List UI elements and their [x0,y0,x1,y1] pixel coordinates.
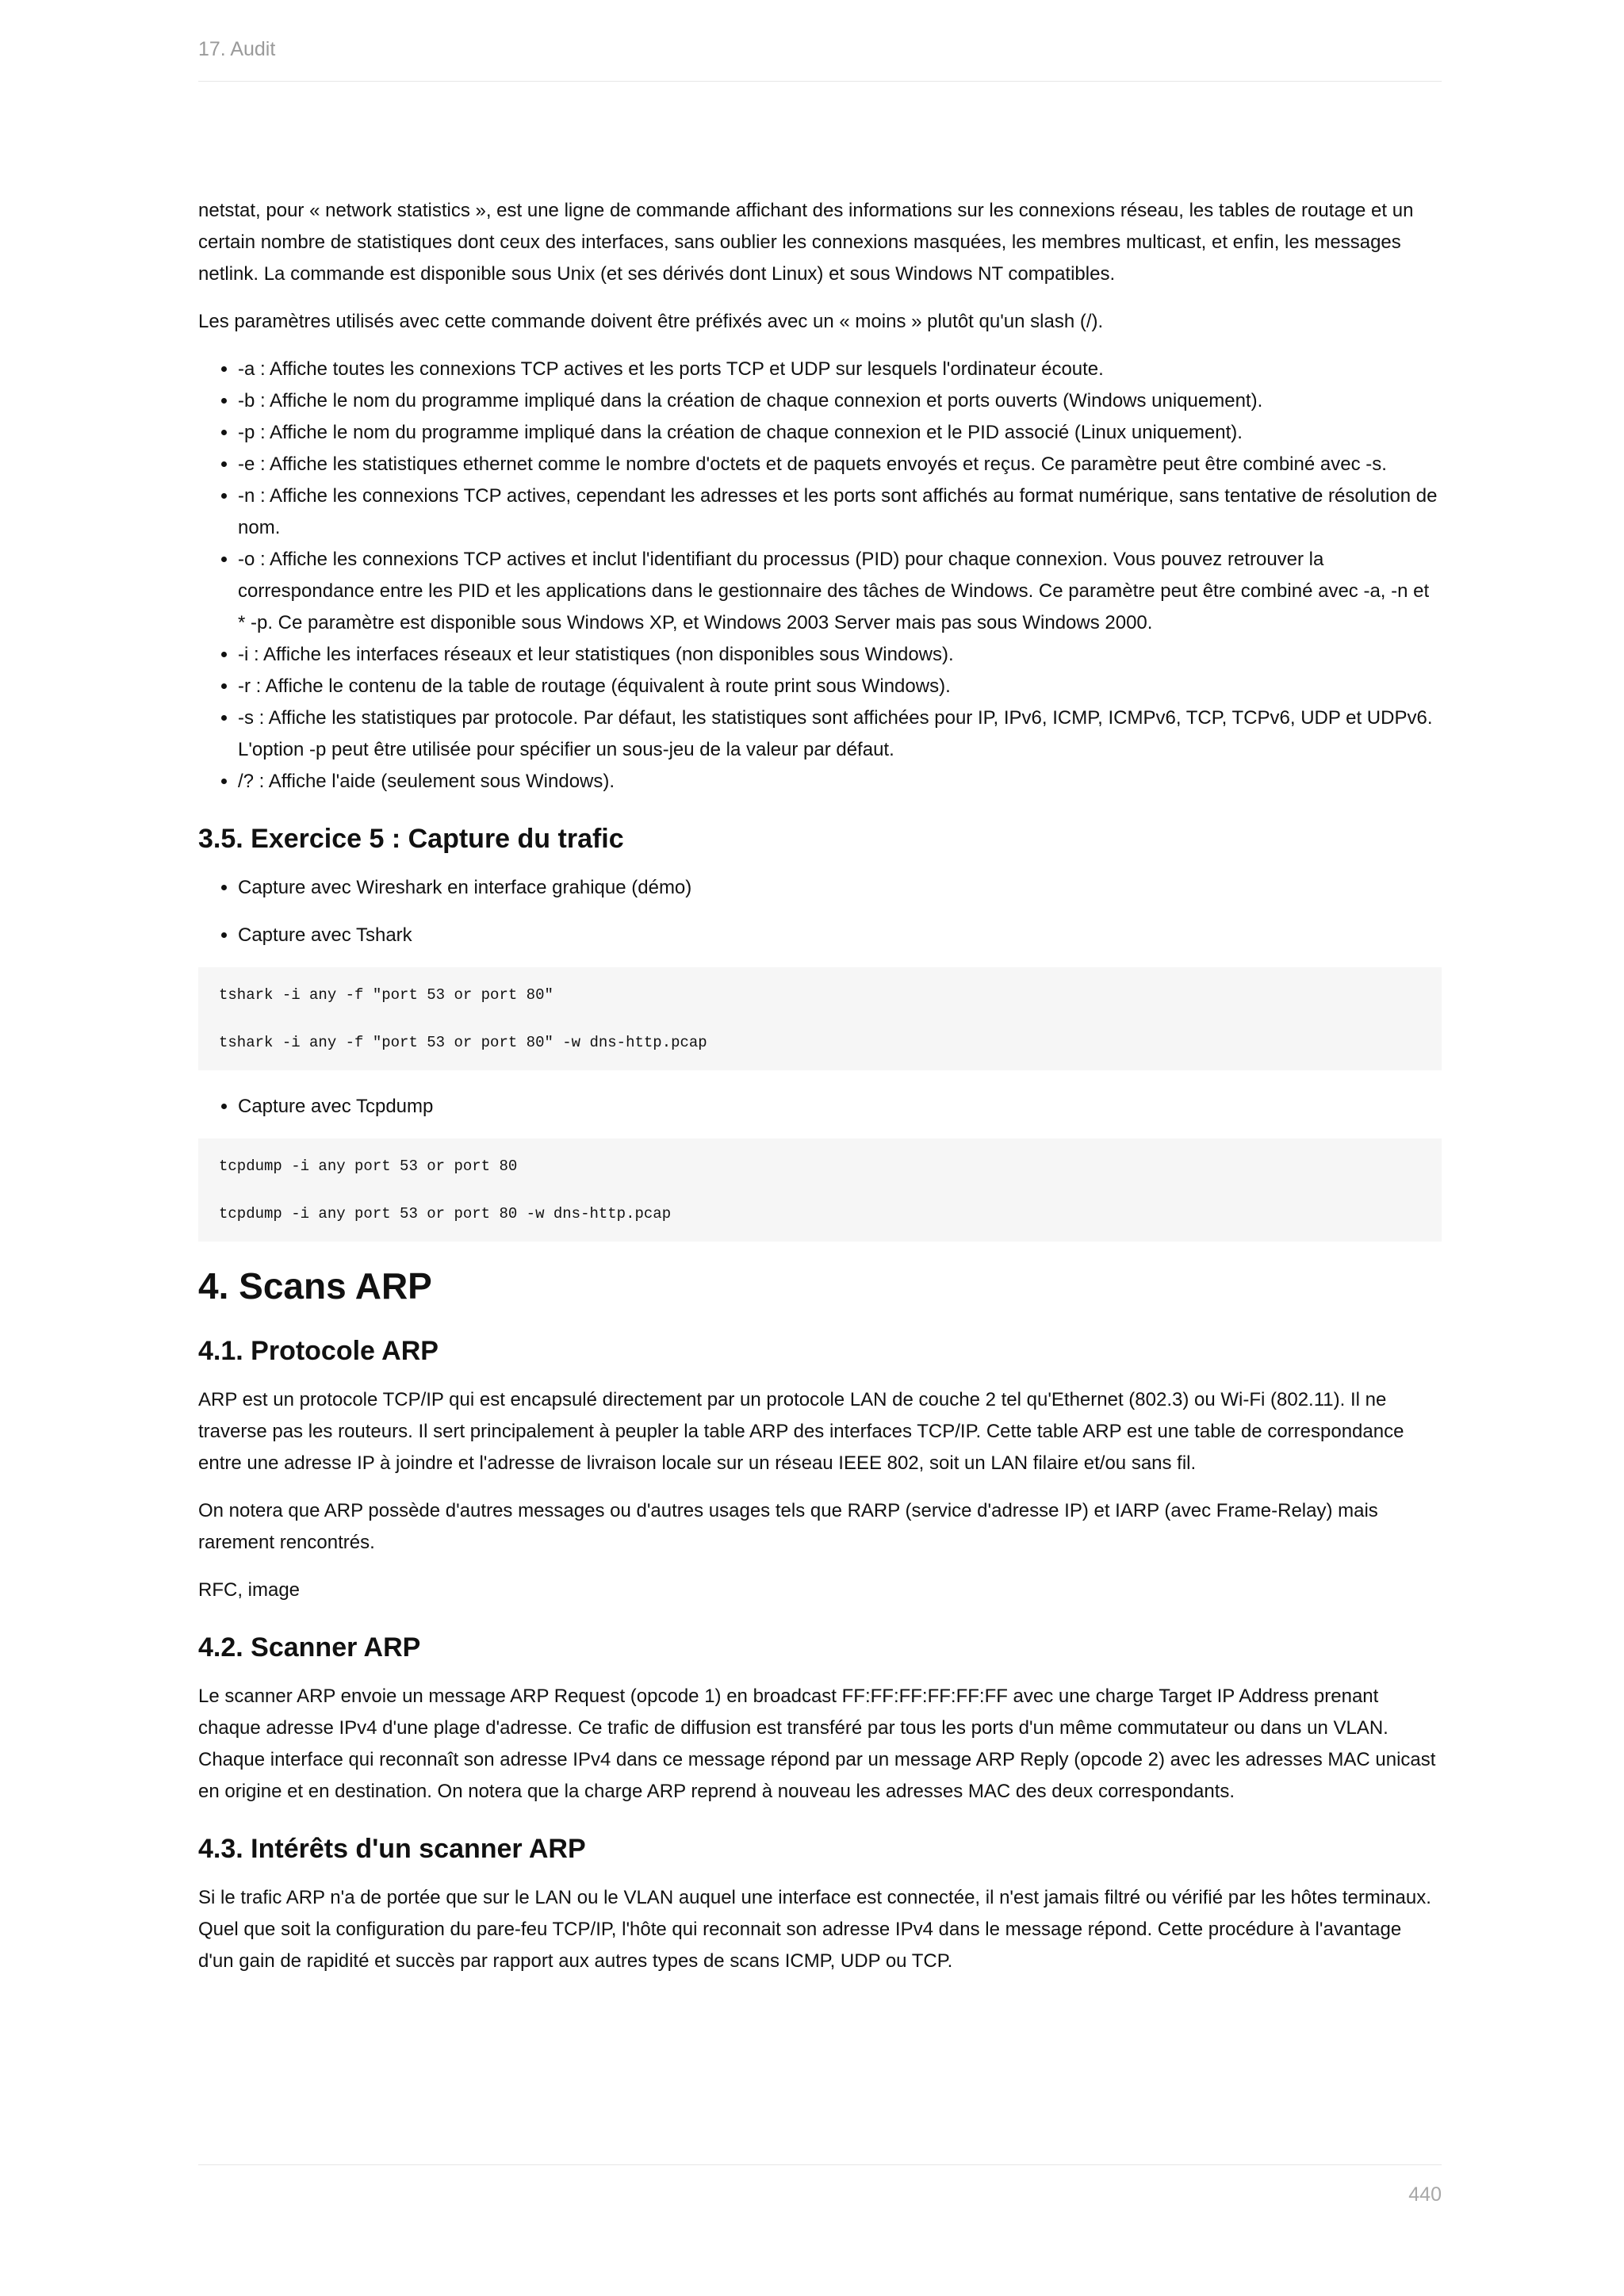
list-item: • -o : Affiche les connexions TCP actives et inclut l'identifiant du processus (PID) pour chaque connexion. Vous pouvez retrouver la correspondance entre les PID et les applications dans le gestionnaire des tâches de Windows. Ce paramètre peut être combiné avec -a, -n et * -p. Ce paramètre est disponible sous Windows XP, et Windows 2003 Server mais pas sous Windows 2000. [238,544,1442,639]
page-content [198,195,1442,1993]
code-line: tcpdump -i any port 53 or port 80 -w dns-http.pcap [219,1205,672,1223]
tshark-code-block [198,967,1442,1070]
netstat-intro-paragraph: netstat, pour « network statistics », est une ligne de commande affichant des informations sur les connexions réseau, les tables de routage et un certain nombre de statistiques dont ceux des interfaces, sans oublier les connexions masquées, les membres multicast, et enfin, les messages netlink. La commande est disponible sous Unix (et ses dérivés dont Linux) et sous Windows NT compatibles. [198,200,1414,285]
document-page [198,0,1442,2296]
list-item: • -b : Affiche le nom du programme impliqué dans la création de chaque connexion et ports ouverts (Windows uniquement). [238,385,1442,417]
code-line: tshark -i any -f "port 53 or port 80" -w dns-http.pcap [219,1034,707,1051]
section-heading-4-1: 4.1. Protocole ARP [198,1336,439,1366]
list-item: • Capture avec Wireshark en interface grahique (démo) [238,872,1442,904]
footer-divider [198,2164,1442,2165]
wireshark-list [198,872,1442,904]
code-line: tcpdump -i any port 53 or port 80 [219,1158,518,1175]
running-header: 17. Audit [198,38,276,60]
section-heading-4-3: 4.3. Intérêts d'un scanner ARP [198,1834,586,1864]
arp-scanner-paragraph: Le scanner ARP envoie un message ARP Request (opcode 1) en broadcast FF:FF:FF:FF:FF:FF avec une charge Target IP Address prenant chaque adresse IPv4 d'une plage d'adresse. Ce trafic de diffusion est transféré par tous les ports d'un même commutateur ou dans un VLAN. Chaque interface qui reconnaît son adresse IPv4 dans ce message répond par un message ARP Reply (opcode 2) avec les adresses MAC unicast en origine et en destination. On notera que la charge ARP reprend à nouveau les adresses MAC des deux correspondants. [198,1686,1436,1802]
page-number: 440 [1408,2183,1442,2206]
netstat-params-paragraph: Les paramètres utilisés avec cette commande doivent être préfixés avec un « moins » plutôt qu'un slash (/). [198,311,1104,332]
list-item: • -r : Affiche le contenu de la table de routage (équivalent à route print sous Windows). [238,671,1442,702]
list-item: • Capture avec Tcpdump [238,1091,1442,1123]
list-item: • -p : Affiche le nom du programme impliqué dans la création de chaque connexion et le PID associé (Linux uniquement). [238,417,1442,449]
section-heading-3-5: 3.5. Exercice 5 : Capture du trafic [198,824,624,854]
tcpdump-code-block [198,1138,1442,1242]
chapter-heading-4: 4. Scans ARP [198,1265,432,1307]
arp-other-uses-paragraph: On notera que ARP possède d'autres messages ou d'autres usages tels que RARP (service d'adresse IP) et IARP (avec Frame-Relay) mais rarement rencontrés. [198,1500,1378,1553]
list-item: • -s : Affiche les statistiques par protocole. Par défaut, les statistiques sont affichées pour IP, IPv6, ICMP, ICMPv6, TCP, TCPv6, UDP et UDPv6. L'option -p peut être utilisée pour spécifier un sous-jeu de la valeur par défaut. [238,702,1442,766]
code-line: tshark -i any -f "port 53 or port 80" [219,986,553,1004]
netstat-options-list [198,354,1442,798]
list-item: • -e : Affiche les statistiques ethernet comme le nombre d'octets et de paquets envoyés et reçus. Ce paramètre peut être combiné avec -s. [238,449,1442,480]
list-item: • -i : Affiche les interfaces réseaux et leur statistiques (non disponibles sous Windows). [238,639,1442,671]
arp-protocol-paragraph: ARP est un protocole TCP/IP qui est encapsulé directement par un protocole LAN de couche 2 tel qu'Ethernet (802.3) ou Wi-Fi (802.11). Il ne traverse pas les routeurs. Il sert principalement à peupler la table ARP des interfaces TCP/IP. Cette table ARP est une table de correspondance entre une adresse IP à joindre et l'adresse de livraison locale sur un réseau IEEE 802, soit un LAN filaire et/ou sans fil. [198,1389,1404,1474]
list-item: • Capture avec Tshark [238,920,1442,951]
header-divider [198,81,1442,82]
tcpdump-list [198,1091,1442,1123]
section-heading-4-2: 4.2. Scanner ARP [198,1632,421,1663]
tshark-list [198,920,1442,951]
rfc-image-paragraph: RFC, image [198,1579,301,1601]
list-item: • -a : Affiche toutes les connexions TCP actives et les ports TCP et UDP sur lesquels l'ordinateur écoute. [238,354,1442,385]
list-item: • /? : Affiche l'aide (seulement sous Windows). [238,766,1442,798]
arp-scanner-interest-paragraph: Si le trafic ARP n'a de portée que sur le LAN ou le VLAN auquel une interface est connectée, il n'est jamais filtré ou vérifié par les hôtes terminaux. Quel que soit la configuration du pare-feu TCP/IP, l'hôte qui reconnait son adresse IPv4 dans le message répond. Cette procédure à l'avantage d'un gain de rapidité et succès par rapport aux autres types de scans ICMP, UDP ou TCP. [198,1887,1431,1972]
list-item: • -n : Affiche les connexions TCP actives, cependant les adresses et les ports sont affichés au format numérique, sans tentative de résolution de nom. [238,480,1442,544]
